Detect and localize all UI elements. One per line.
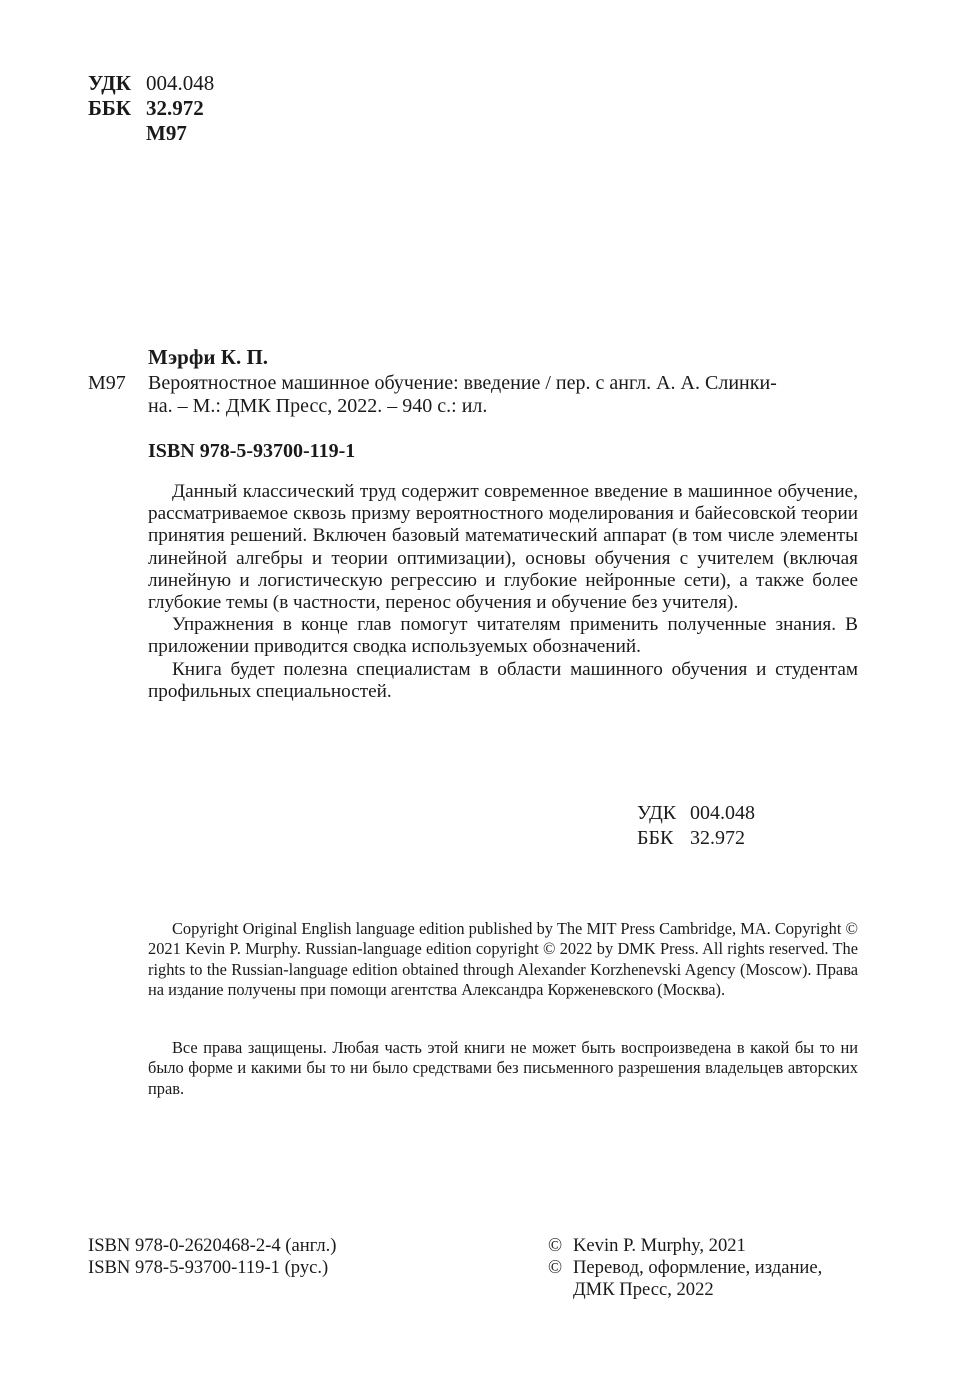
copyright-notices <box>548 1235 822 1301</box>
rights-paragraph: Все права защищены. Любая часть этой книги не может быть воспроизведена в какой бы то ни было форме и какими бы то ни было средствами без письменного разрешения владельцев авторских прав. <box>148 1038 858 1098</box>
isbn-main: ISBN 978-5-93700-119-1 <box>148 440 356 462</box>
bibliographic-description <box>148 372 858 418</box>
bbk-value-bottom: 32.972 <box>690 827 745 849</box>
isbn-list <box>88 1235 336 1279</box>
bbk-label: ББК <box>88 96 131 120</box>
description-line-2: на. – М.: ДМК Пресс, 2022. – 940 с.: ил. <box>148 395 488 417</box>
classification-bottom <box>637 801 755 851</box>
classification-block <box>88 71 288 146</box>
udk-value-bottom: 004.048 <box>690 802 755 824</box>
abstract <box>148 481 858 703</box>
udk-value: 004.048 <box>146 71 215 95</box>
bbk-label-bottom: ББК <box>637 827 674 849</box>
udk-label-bottom: УДК <box>637 802 677 824</box>
abstract-paragraph: Данный классический труд содержит современное введение в машинное обучение, рассматриваемое сквозь призму вероятностного моделирования и байесовской теории принятия решений. Включен базовый математический аппарат (в том числе элементы линейной алгебры и теории оптимизации), основы обучения с учителем (включая линейную и логистическую регрессию и глубокие нейронные сети), а также более глубокие темы (в частности, перенос обучения и обучение без учителя). <box>148 481 858 614</box>
rights-notice <box>148 1038 858 1099</box>
isbn-english: ISBN 978-0-2620468-2-4 (англ.) <box>88 1235 337 1256</box>
copyright-paragraph: Copyright Original English language edition published by The MIT Press Cambridge, MA. Copyright © 2021 Kevin P. Murphy. Russian-language edition copyright © 2022 by DMK Press. All rights reserved. The rights to the Russian-language edition obtained through Alexander Korzhenevski Agency (Moscow). Права на издание получены при помощи агентства Александра Корженевского (Москва). <box>148 919 858 1000</box>
author-mark: М97 <box>146 121 187 145</box>
abstract-paragraph: Книга будет полезна специалистам в области машинного обучения и студентам профильных специальностей. <box>148 658 858 702</box>
copyright-author: Kevin P. Murphy, 2021 <box>573 1235 746 1256</box>
copyright-symbol: © <box>548 1257 563 1278</box>
description-line-1: Вероятностное машинное обучение: введение / пер. с англ. А. А. Слинки- <box>148 372 777 394</box>
author-mark-marker: М97 <box>88 372 126 394</box>
isbn-russian: ISBN 978-5-93700-119-1 (рус.) <box>88 1257 329 1278</box>
bbk-value: 32.972 <box>146 96 204 120</box>
abstract-paragraph: Упражнения в конце глав помогут читателям применить полученные знания. В приложении приводится сводка используемых обозначений. <box>148 614 858 658</box>
udk-label: УДК <box>88 71 131 95</box>
copyright-translation-line-2: ДМК Пресс, 2022 <box>573 1279 714 1300</box>
copyright-notice <box>148 919 858 1001</box>
author-name: Мэрфи К. П. <box>148 345 269 369</box>
copyright-translation-line-1: Перевод, оформление, издание, <box>573 1257 823 1278</box>
copyright-symbol: © <box>548 1235 563 1256</box>
